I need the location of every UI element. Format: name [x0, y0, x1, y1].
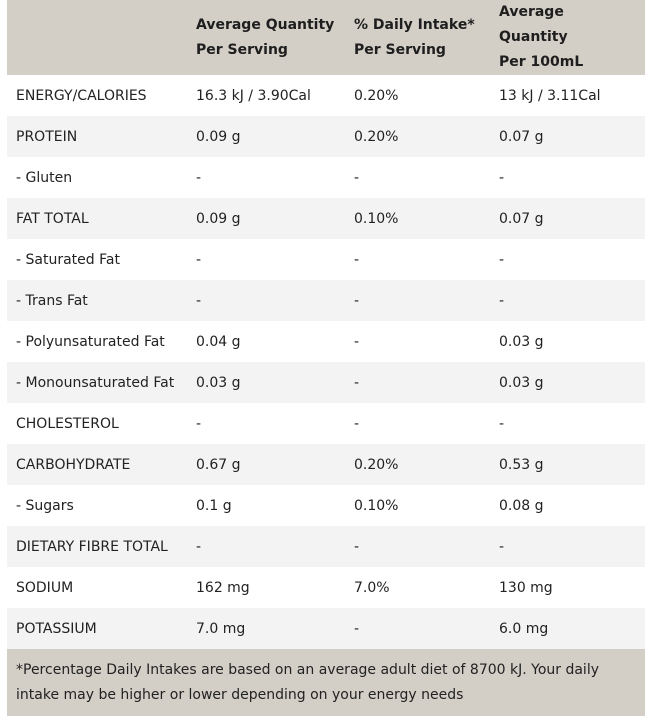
nutrient-name: - Sugars: [7, 485, 187, 526]
value-per-100ml: 0.03 g: [490, 321, 645, 362]
value-per-100ml: -: [490, 239, 645, 280]
nutrition-table-header: [7, 0, 645, 75]
value-daily-intake: 0.20%: [345, 75, 490, 116]
header-avg-per-serving-line2: Per Serving: [196, 41, 288, 58]
table-row: [7, 403, 645, 444]
value-per-serving: -: [187, 157, 345, 198]
nutrient-name: CARBOHYDRATE: [7, 444, 187, 485]
header-avg-per-serving-line1: Average Quantity: [196, 16, 335, 33]
nutrient-name: - Gluten: [7, 157, 187, 198]
header-avg-per-100ml-line2: Per 100mL: [499, 54, 584, 70]
nutrient-name: SODIUM: [7, 567, 187, 608]
value-daily-intake: -: [345, 280, 490, 321]
header-avg-per-100ml: [490, 0, 645, 75]
header-avg-per-100ml-line1: Average Quantity: [499, 4, 568, 45]
footnote: *Percentage Daily Intakes are based on an average adult diet of 8700 kJ. Your daily intake may be higher or lower depending on your energy needs: [7, 649, 645, 716]
nutrient-name: POTASSIUM: [7, 608, 187, 649]
value-per-100ml: -: [490, 403, 645, 444]
nutrition-table: [7, 0, 645, 716]
value-per-serving: 0.03 g: [187, 362, 345, 403]
value-daily-intake: 0.10%: [345, 198, 490, 239]
value-per-100ml: -: [490, 526, 645, 567]
value-daily-intake: -: [345, 403, 490, 444]
table-row: [7, 321, 645, 362]
table-row: [7, 362, 645, 403]
table-row: [7, 526, 645, 567]
table-row: [7, 567, 645, 608]
value-per-100ml: 0.07 g: [490, 198, 645, 239]
table-row: [7, 157, 645, 198]
table-row: [7, 239, 645, 280]
header-daily-intake-line1: % Daily Intake*: [354, 16, 475, 33]
nutrient-name: - Monounsaturated Fat: [7, 362, 187, 403]
value-daily-intake: 0.20%: [345, 116, 490, 157]
value-per-serving: 0.09 g: [187, 116, 345, 157]
nutrient-name: ENERGY/CALORIES: [7, 75, 187, 116]
value-per-serving: 0.09 g: [187, 198, 345, 239]
value-per-serving: -: [187, 280, 345, 321]
value-daily-intake: -: [345, 362, 490, 403]
value-daily-intake: -: [345, 157, 490, 198]
header-daily-intake: [345, 0, 490, 75]
table-row: [7, 444, 645, 485]
footnote-row: [7, 649, 645, 716]
value-per-serving: 16.3 kJ / 3.90Cal: [187, 75, 345, 116]
value-daily-intake: -: [345, 526, 490, 567]
value-per-serving: 162 mg: [187, 567, 345, 608]
value-daily-intake: -: [345, 239, 490, 280]
header-avg-per-serving: [187, 0, 345, 75]
value-daily-intake: -: [345, 608, 490, 649]
value-per-100ml: 13 kJ / 3.11Cal: [490, 75, 645, 116]
value-per-100ml: 6.0 mg: [490, 608, 645, 649]
header-row: [7, 0, 645, 75]
header-daily-intake-line2: Per Serving: [354, 41, 446, 58]
nutrient-name: CHOLESTEROL: [7, 403, 187, 444]
value-daily-intake: 7.0%: [345, 567, 490, 608]
value-per-100ml: -: [490, 280, 645, 321]
value-per-100ml: 0.53 g: [490, 444, 645, 485]
table-row: [7, 116, 645, 157]
value-per-serving: -: [187, 403, 345, 444]
table-row: [7, 75, 645, 116]
value-per-100ml: -: [490, 157, 645, 198]
value-daily-intake: 0.20%: [345, 444, 490, 485]
value-per-serving: 0.04 g: [187, 321, 345, 362]
nutrient-name: - Trans Fat: [7, 280, 187, 321]
value-per-serving: 0.67 g: [187, 444, 345, 485]
value-per-serving: -: [187, 239, 345, 280]
header-nutrient: [7, 0, 187, 75]
nutrition-table-container: [7, 0, 645, 716]
value-daily-intake: 0.10%: [345, 485, 490, 526]
table-row: [7, 608, 645, 649]
table-row: [7, 198, 645, 239]
nutrition-table-body: [7, 75, 645, 649]
value-per-100ml: 0.07 g: [490, 116, 645, 157]
nutrition-table-footer: [7, 649, 645, 716]
value-per-100ml: 130 mg: [490, 567, 645, 608]
value-daily-intake: -: [345, 321, 490, 362]
nutrient-name: - Polyunsaturated Fat: [7, 321, 187, 362]
nutrient-name: DIETARY FIBRE TOTAL: [7, 526, 187, 567]
nutrient-name: FAT TOTAL: [7, 198, 187, 239]
value-per-serving: -: [187, 526, 345, 567]
value-per-serving: 0.1 g: [187, 485, 345, 526]
nutrient-name: - Saturated Fat: [7, 239, 187, 280]
nutrient-name: PROTEIN: [7, 116, 187, 157]
table-row: [7, 485, 645, 526]
value-per-100ml: 0.03 g: [490, 362, 645, 403]
table-row: [7, 280, 645, 321]
value-per-serving: 7.0 mg: [187, 608, 345, 649]
value-per-100ml: 0.08 g: [490, 485, 645, 526]
